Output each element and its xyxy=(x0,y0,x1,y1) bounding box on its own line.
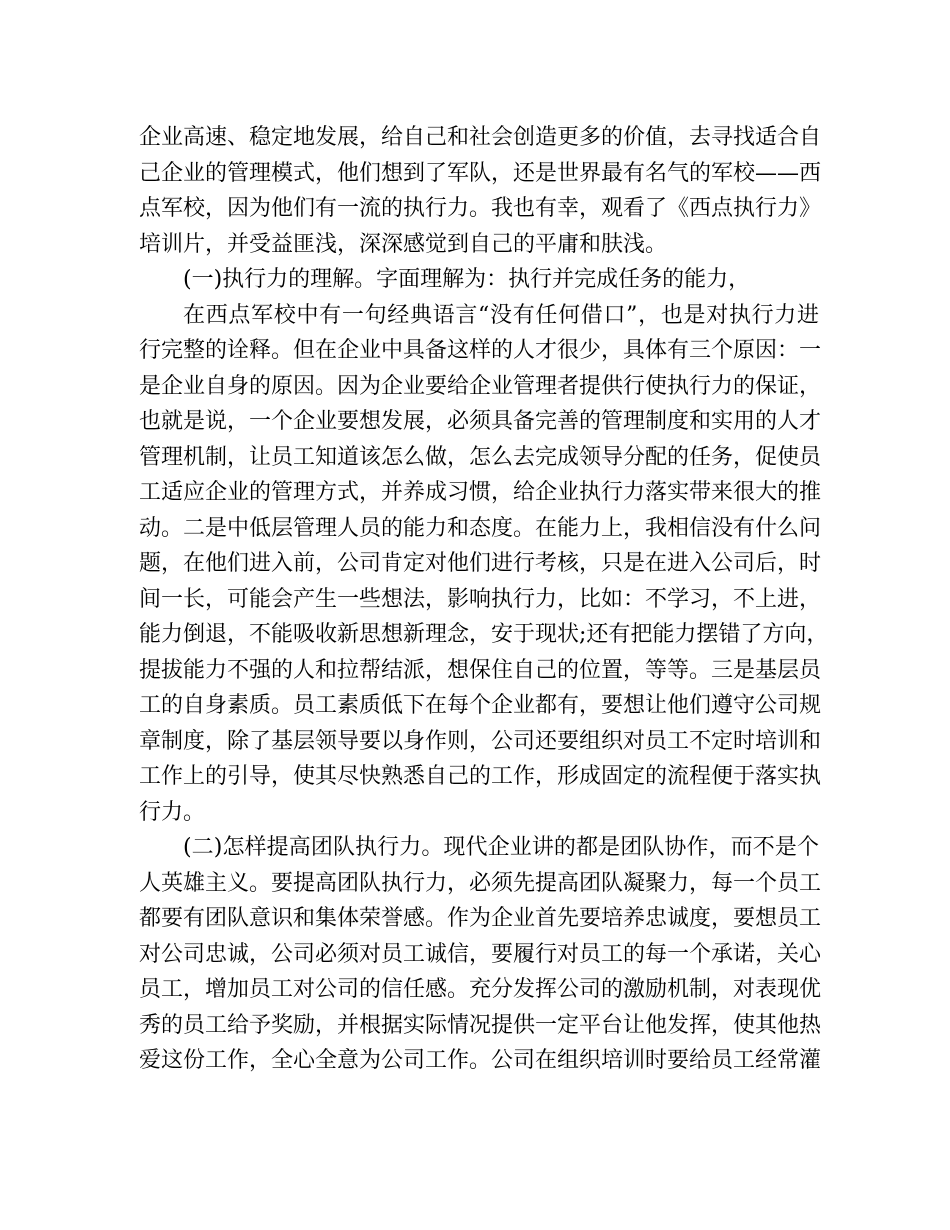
text-line: 间一长，可能会产生一些想法，影响执行力，比如：不学习，不上进， xyxy=(139,586,822,612)
section-heading-1: (一)执行力的理解。字面理解为：执行并完成任务的能力， xyxy=(183,267,751,292)
text-line: 工的自身素质。员工素质低下在每个企业都有，要想让他们遵守公司规 xyxy=(139,693,822,718)
document-body xyxy=(139,120,829,1079)
text-line: 都要有团队意识和集体荣誉感。作为企业首先要培养忠诚度，要想员工 xyxy=(139,906,822,931)
text-line: 行力。 xyxy=(139,799,206,825)
text-line: 员工，增加员工对公司的信任感。充分发挥公司的激励机制，对表现优 xyxy=(139,977,822,1002)
text-line: 培训片，并受益匪浅，深深感觉到自己的平庸和肤浅。 xyxy=(139,231,668,257)
text-line: 动。二是中低层管理人员的能力和态度。在能力上，我相信没有什么问 xyxy=(139,515,822,541)
text-line: 也就是说，一个企业要想发展，必须具备完善的管理制度和实用的人才 xyxy=(139,409,822,434)
text-line: 对公司忠诚，公司必须对员工诚信，要履行对员工的每一个承诺，关心 xyxy=(139,941,822,967)
text-line: 题，在他们进入前，公司肯定对他们进行考核，只是在进入公司后，时 xyxy=(139,551,822,576)
text-line: 点军校，因为他们有一流的执行力。我也有幸，观看了《西点执行力》 xyxy=(139,196,822,221)
text-line: 行完整的诠释。但在企业中具备这样的人才很少，具体有三个原因：一 xyxy=(139,338,822,363)
text-line: 提拔能力不强的人和拉帮结派，想保住自己的位置，等等。三是基层员 xyxy=(139,657,822,683)
text-line: 企业高速、稳定地发展，给自己和社会创造更多的价值，去寻找适合自 xyxy=(139,125,822,150)
paragraph-start: 在西点军校中有一句经典语言“没有任何借口”，也是对执行力进 xyxy=(183,302,819,328)
text-line: 工适应企业的管理方式，并养成习惯，给企业执行力落实带来很大的推 xyxy=(139,480,822,505)
text-line: 人英雄主义。要提高团队执行力，必须先提高团队凝聚力，每一个员工 xyxy=(139,870,822,896)
text-line: 爱这份工作，全心全意为公司工作。公司在组织培训时要给员工经常灌 xyxy=(139,1048,822,1073)
text-line: 工作上的引导，使其尽快熟悉自己的工作，形成固定的流程便于落实执 xyxy=(139,764,822,789)
text-line: 能力倒退，不能吸收新思想新理念，安于现状;还有把能力摆错了方向， xyxy=(139,622,829,647)
text-line: 己企业的管理模式，他们想到了军队，还是世界最有名气的军校——西 xyxy=(139,160,822,186)
text-line: 是企业自身的原因。因为企业要给企业管理者提供行使执行力的保证， xyxy=(139,373,822,399)
text-line: 秀的员工给予奖励，并根据实际情况提供一定平台让他发挥，使其他热 xyxy=(139,1012,822,1038)
text-line: 章制度，除了基层领导要以身作则，公司还要组织对员工不定时培训和 xyxy=(139,728,822,754)
text-line: 管理机制，让员工知道该怎么做，怎么去完成领导分配的任务，促使员 xyxy=(139,444,822,470)
section-heading-2: (二)怎样提高团队执行力。现代企业讲的都是团队协作，而不是个 xyxy=(183,835,819,860)
